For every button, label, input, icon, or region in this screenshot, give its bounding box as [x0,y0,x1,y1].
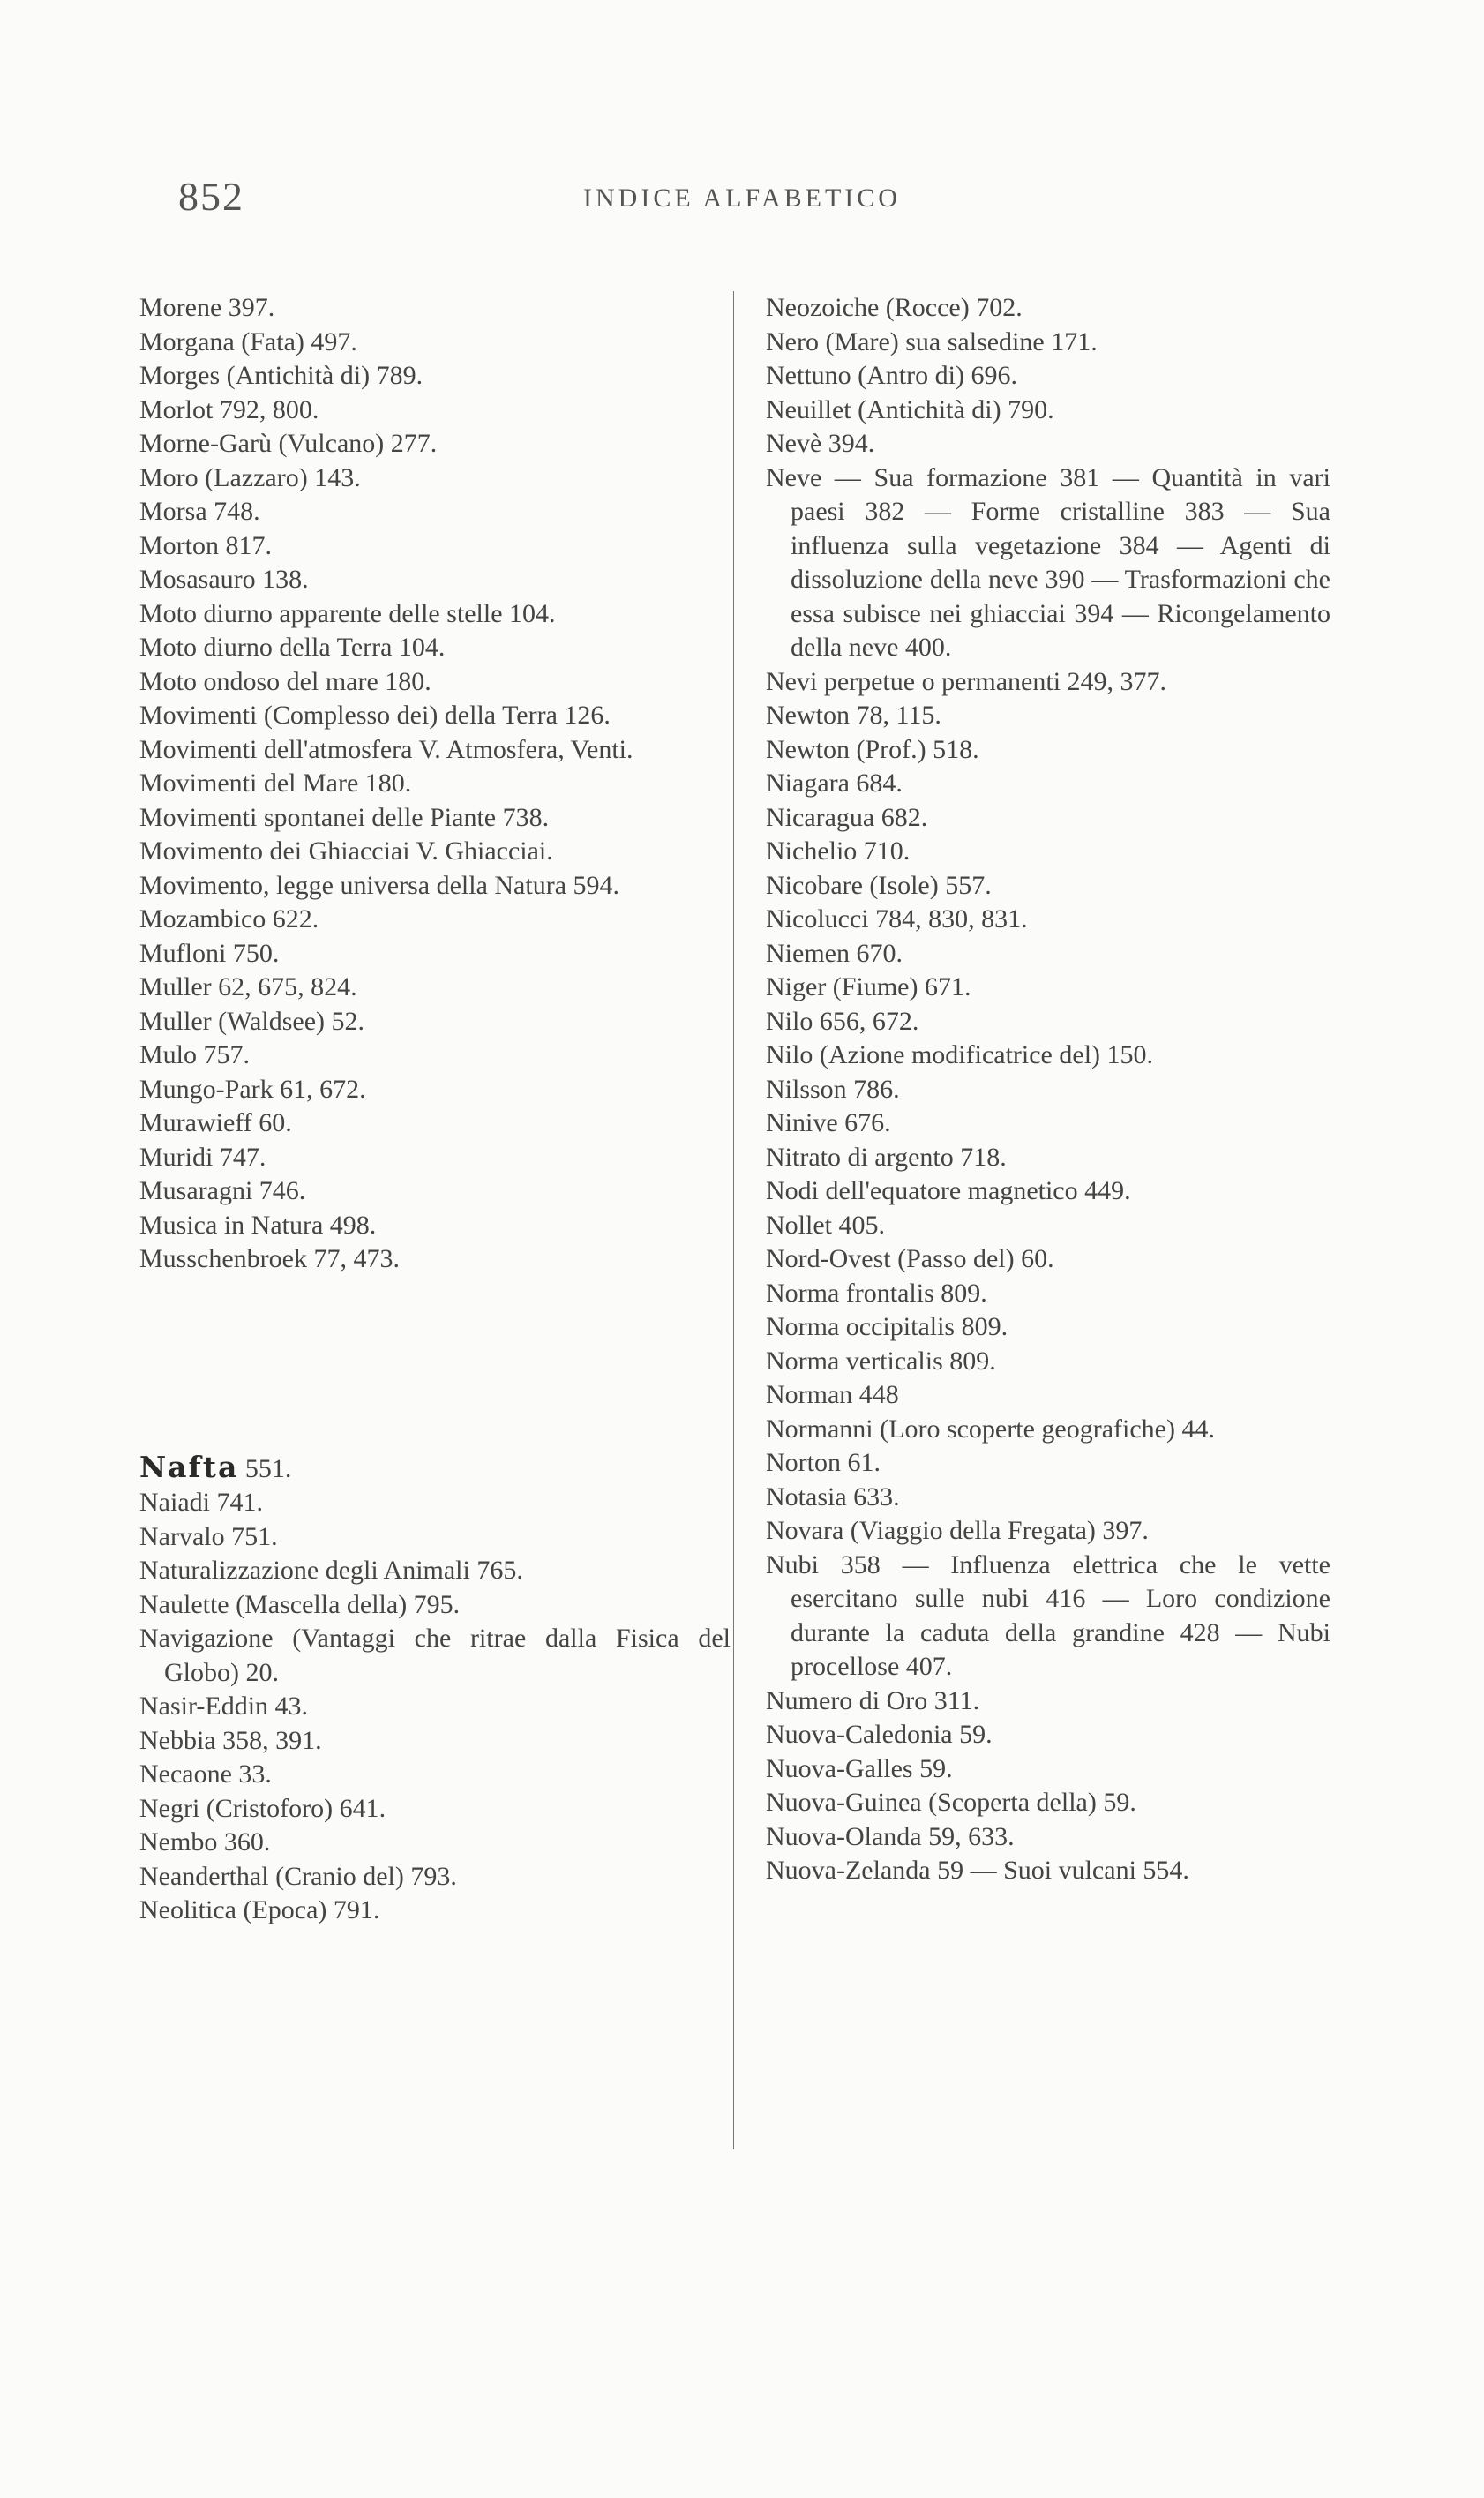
index-entry: Nasir-Eddin 43. [139,1692,309,1721]
index-entry: Mozambico 622. [139,904,319,934]
index-entry: Movimento, legge universa della Natura 594. [139,870,620,900]
index-entry: Moto diurno apparente delle stelle 104. [139,598,556,628]
index-entry: Morsa 748. [139,497,260,526]
index-entry: Nevi perpetue o permanenti 249, 377. [766,666,1167,696]
index-entry: Nebbia 358, 391. [139,1725,322,1755]
index-entry: Ninive 676. [766,1108,891,1137]
index-entry: Nicaragua 682. [766,802,928,832]
index-entry: Nord-Ovest (Passo del) 60. [766,1244,1054,1273]
index-entry: Navigazione (Vantaggi che ritrae dalla Fisica del Globo) 20. [139,1624,731,1687]
entries-m [139,291,731,1277]
index-entry: Morene 397. [139,293,275,322]
index-entry: Mufloni 750. [139,938,280,968]
index-entry: Morlot 792, 800. [139,394,319,424]
index-entry: Movimento dei Ghiacciai V. Ghiacciai. [139,836,553,866]
index-entry: Nitrato di argento 718. [766,1142,1007,1172]
index-entry: Norman 448 [766,1380,899,1409]
index-entry: Naturalizzazione degli Animali 765. [139,1556,523,1585]
index-entry: Nilo (Azione modificatrice del) 150. [766,1040,1154,1069]
section-heading-page: 551. [238,1453,292,1483]
index-entry: Nicobare (Isole) 557. [766,870,992,900]
entries-right [766,291,1330,1888]
index-entry: Nembo 360. [139,1827,271,1857]
entries-n [139,1486,731,1928]
index-entry: Neuillet (Antichità di) 790. [766,394,1054,424]
index-entry: Morgana (Fata) 497. [139,326,357,356]
index-entry: Novara (Viaggio della Fregata) 397. [766,1516,1149,1545]
index-entry: Nuova-Caledonia 59. [766,1720,993,1749]
index-entry: Morges (Antichità di) 789. [139,361,423,390]
index-entry: Musica in Natura 498. [139,1210,377,1240]
index-entry: Narvalo 751. [139,1521,278,1551]
index-entry: Movimenti spontanei delle Piante 738. [139,802,550,832]
section-gap [139,1277,731,1451]
index-entry: Moto diurno della Terra 104. [139,633,446,662]
index-column-right [766,291,1330,1888]
index-entry: Nilsson 786. [766,1074,900,1104]
index-entry: Movimenti del Mare 180. [139,769,412,798]
index-entry: Nilo 656, 672. [766,1006,919,1036]
index-column-left [139,291,731,1928]
index-entry: Negri (Cristoforo) 641. [139,1793,386,1823]
index-entry: Moro (Lazzaro) 143. [139,462,361,492]
index-entry: Nero (Mare) sua salsedine 171. [766,326,1098,356]
index-entry: Mungo-Park 61, 672. [139,1074,366,1104]
index-entry: Nettuno (Antro di) 696. [766,361,1017,390]
index-entry: Musschenbroek 77, 473. [139,1244,400,1273]
index-entry: Nicolucci 784, 830, 831. [766,904,1028,934]
index-entry: Newton 78, 115. [766,701,941,730]
index-entry: Muller (Waldsee) 52. [139,1006,364,1036]
index-entry: Moto ondoso del mare 180. [139,666,431,696]
index-entry: Neanderthal (Cranio del) 793. [139,1861,457,1891]
index-entry: Nodi dell'equatore magnetico 449. [766,1176,1131,1205]
index-entry: Nollet 405. [766,1210,885,1240]
index-entry: Norton 61. [766,1448,881,1477]
index-entry: Norma occipitalis 809. [766,1312,1008,1341]
index-entry: Mosasauro 138. [139,565,309,594]
index-entry: Niger (Fiume) 671. [766,972,971,1001]
index-entry: Nubi 358 — Influenza elettrica che le vette esercitano sulle nubi 416 — Loro condizione durante la caduta della grandine 428 — Nubi procellose 407. [766,1549,1330,1681]
running-title: INDICE ALFABETICO [583,184,901,213]
index-entry: Movimenti (Complesso dei) della Terra 126. [139,701,611,730]
index-entry: Neolitica (Epoca) 791. [139,1895,380,1924]
index-entry: Neozoiche (Rocce) 702. [766,293,1023,322]
index-entry: Numero di Oro 311. [766,1685,980,1715]
index-entry: Murawieff 60. [139,1108,292,1137]
index-entry: Norma verticalis 809. [766,1346,996,1376]
index-entry: Norma frontalis 809. [766,1278,987,1308]
index-entry: Naiadi 741. [139,1488,263,1517]
index-entry: Nuova-Galles 59. [766,1753,953,1783]
index-entry: Musaragni 746. [139,1176,306,1205]
index-entry: Muridi 747. [139,1142,266,1172]
index-entry: Nuova-Zelanda 59 — Suoi vulcani 554. [766,1856,1189,1885]
index-entry: Naulette (Mascella della) 795. [139,1589,461,1619]
section-letter-heading: Nafta [139,1449,239,1484]
page-number: 852 [178,174,244,219]
index-entry: Newton (Prof.) 518. [766,734,979,764]
index-entry: Normanni (Loro scoperte geografiche) 44. [766,1414,1215,1444]
index-entry: Muller 62, 675, 824. [139,972,357,1001]
index-entry: Mulo 757. [139,1040,251,1069]
index-entry: Morton 817. [139,530,272,560]
index-entry: Movimenti dell'atmosfera V. Atmosfera, Venti. [139,734,633,764]
index-entry: Nuova-Guinea (Scoperta della) 59. [766,1788,1136,1817]
index-entry: Niemen 670. [766,938,903,968]
index-entry: Nuova-Olanda 59, 633. [766,1821,1015,1851]
index-entry: Necaone 33. [139,1759,272,1789]
column-rule [733,291,734,2149]
index-entry: Neve — Sua formazione 381 — Quantità in vari paesi 382 — Forme cristalline 383 — Sua influenza sulla vegetazione 384 — Agenti di dissoluzione della neve 390 — Trasformazioni che essa subisce nei ghiacciai 394 — Ricongelamento della neve 400. [766,462,1330,662]
index-entry: Nevè 394. [766,429,875,458]
index-entry: Morne-Garù (Vulcano) 277. [139,429,438,458]
index-entry: Nichelio 710. [766,836,911,866]
index-entry: Niagara 684. [766,769,903,798]
section-n-heading [139,1451,731,1487]
index-entry: Notasia 633. [766,1482,900,1512]
